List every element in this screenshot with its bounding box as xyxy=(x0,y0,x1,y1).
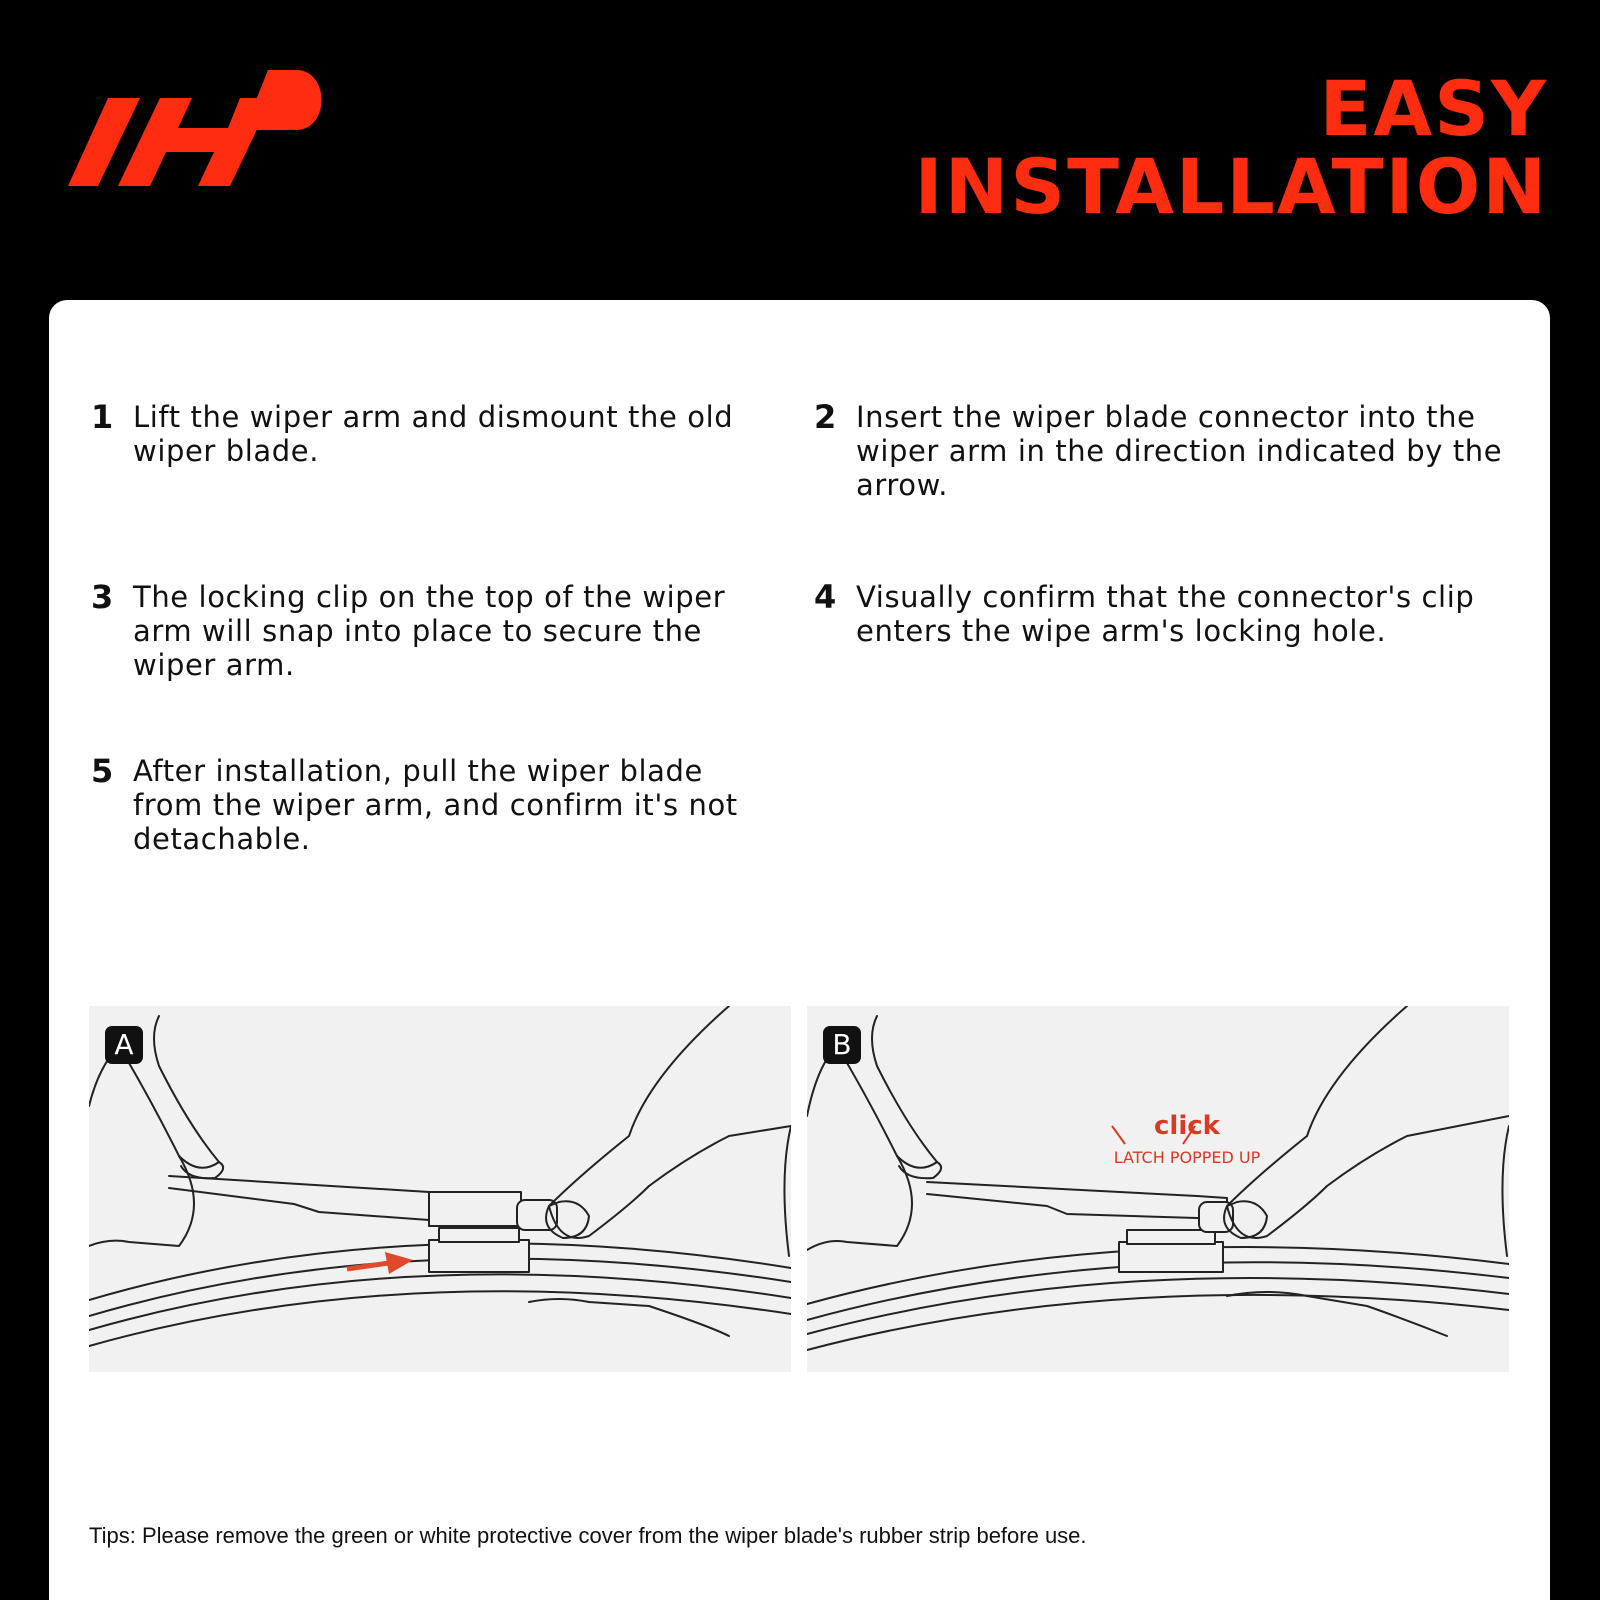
step-1 xyxy=(91,400,791,468)
step-4 xyxy=(814,580,1554,648)
step-number: 2 xyxy=(814,398,837,436)
brand-logo xyxy=(68,68,328,188)
page-title xyxy=(914,64,1548,231)
panel-badge: B xyxy=(823,1026,861,1064)
panel-badge: A xyxy=(105,1026,143,1064)
step-text: Visually confirm that the connector's clip enters the wipe arm's locking hole. xyxy=(856,580,1475,648)
step-number: 5 xyxy=(91,752,114,790)
step-5 xyxy=(91,754,791,856)
step-text: Lift the wiper arm and dismount the old wiper blade. xyxy=(133,400,734,468)
click-text: click xyxy=(1154,1111,1220,1141)
step-number: 4 xyxy=(814,578,837,616)
click-sound-icon xyxy=(807,1006,1509,1372)
title-line-1: EASY xyxy=(1319,64,1548,153)
step-text: The locking clip on the top of the wiper arm will snap into place to secure the wiper arm. xyxy=(133,580,726,682)
step-2 xyxy=(814,400,1554,502)
click-callout xyxy=(1097,1111,1277,1167)
step-number: 3 xyxy=(91,578,114,616)
step-text: Insert the wiper blade connector into the wiper arm in the direction indicated by the arrow. xyxy=(856,400,1503,502)
title-line-2: INSTALLATION xyxy=(914,142,1548,231)
tips-note: Tips: Please remove the green or white protective cover from the wiper blade's rubber strip before use. xyxy=(89,1523,1087,1548)
latch-text: LATCH POPPED UP xyxy=(1113,1148,1261,1167)
step-number: 1 xyxy=(91,398,114,436)
direction-arrow-icon xyxy=(89,1006,791,1372)
step-text: After installation, pull the wiper blade from the wiper arm, and confirm it's not detachable. xyxy=(133,754,738,856)
illustration-panel-b xyxy=(807,1006,1509,1372)
illustration-panel-a xyxy=(89,1006,791,1372)
step-3 xyxy=(91,580,791,682)
